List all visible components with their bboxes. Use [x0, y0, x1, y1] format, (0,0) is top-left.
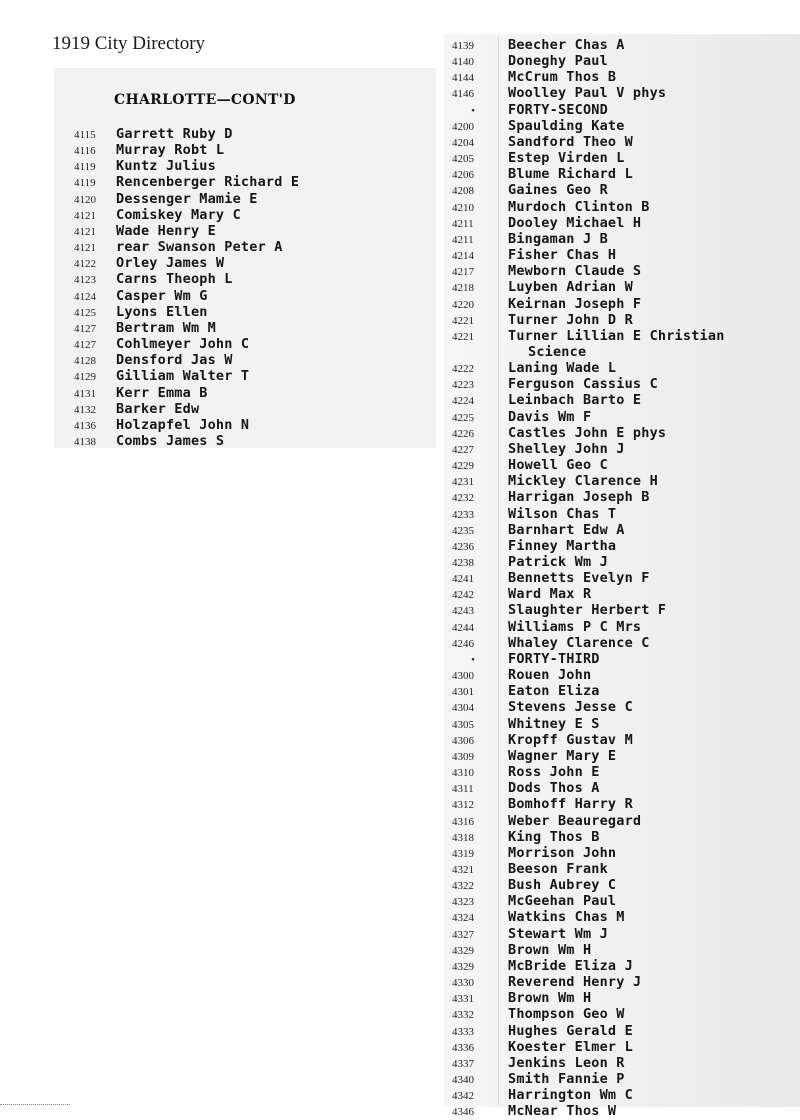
house-number: 4340: [452, 1074, 474, 1086]
directory-entry: [452, 1103, 725, 1119]
resident-name: Weber Beauregard: [508, 812, 642, 829]
directory-entry: [452, 506, 725, 522]
resident-name: Bingaman J B: [508, 230, 608, 247]
resident-name: Bush Aubrey C: [508, 877, 617, 894]
resident-name: Science: [528, 343, 587, 360]
house-number: 4124: [74, 290, 96, 303]
house-number: 4242: [452, 589, 474, 602]
directory-entry: [74, 142, 299, 158]
resident-name: McCrum Thos B: [508, 69, 617, 86]
directory-entry: [452, 85, 725, 101]
resident-name: Estep Virden L: [508, 150, 625, 167]
house-number: 4222: [452, 363, 474, 376]
resident-name: Spaulding Kate: [508, 117, 625, 134]
resident-name: Turner Lillian E Christian: [508, 327, 725, 344]
house-number: 4144: [452, 72, 474, 85]
house-number: 4244: [452, 621, 474, 634]
resident-name: Comiskey Mary C: [116, 206, 241, 223]
resident-name: Kropff Gustav M: [508, 731, 633, 748]
resident-name: Dods Thos A: [508, 780, 600, 797]
directory-entry: [452, 344, 725, 360]
house-number: 4321: [452, 863, 474, 876]
street-subheading: [452, 102, 725, 118]
house-number: 4127: [74, 339, 96, 352]
house-number: 4115: [74, 129, 96, 141]
house-number: 4127: [74, 322, 96, 335]
resident-name: Hughes Gerald E: [508, 1022, 633, 1039]
directory-entry: [452, 376, 725, 392]
resident-name: Bertram Wm M: [116, 319, 216, 336]
resident-name: Howell Geo C: [508, 457, 608, 474]
resident-name: Williams P C Mrs: [508, 618, 642, 635]
directory-entry: [452, 279, 725, 295]
resident-name: McGeehan Paul: [508, 893, 617, 910]
house-number: 4316: [452, 815, 474, 828]
house-number: 4322: [452, 880, 474, 893]
resident-name: McNear Thos W: [508, 1103, 617, 1120]
directory-entry: [74, 191, 299, 207]
directory-entry: [452, 974, 725, 990]
house-number: 4121: [74, 242, 96, 255]
house-number: 4301: [452, 686, 474, 699]
directory-entry: [452, 586, 725, 602]
directory-entry: [74, 288, 299, 304]
resident-name: Wagner Mary E: [508, 747, 617, 764]
resident-name: Murray Robt L: [116, 142, 225, 159]
house-number: 4331: [452, 993, 474, 1006]
resident-name: Murdoch Clinton B: [508, 198, 650, 215]
resident-name: Mickley Clarence H: [508, 473, 658, 490]
house-number: •: [471, 653, 475, 666]
resident-name: Carns Theoph L: [116, 271, 233, 288]
resident-name: Mewborn Claude S: [508, 263, 642, 280]
directory-entry: [452, 328, 725, 344]
directory-entry: [452, 263, 725, 279]
house-number: 4233: [452, 508, 474, 521]
house-number: 4204: [452, 136, 474, 149]
house-number: 4217: [452, 266, 474, 279]
directory-entry: [452, 247, 725, 263]
house-number: 4214: [452, 250, 474, 263]
directory-entry: [452, 231, 725, 247]
directory-entry: [452, 134, 725, 150]
directory-entry: [74, 271, 299, 287]
house-number: 4210: [452, 201, 474, 214]
directory-entry: [452, 1071, 725, 1087]
resident-name: Woolley Paul V phys: [508, 85, 667, 102]
directory-entry: [452, 990, 725, 1006]
resident-name: Sandford Theo W: [508, 133, 633, 150]
resident-name: Cohlmeyer John C: [116, 336, 250, 353]
house-number: 4319: [452, 847, 474, 860]
house-number: 4337: [452, 1057, 474, 1070]
resident-name: Watkins Chas M: [508, 909, 625, 926]
resident-name: Dooley Michael H: [508, 214, 642, 231]
resident-name: McBride Eliza J: [508, 957, 633, 974]
house-number: 4329: [452, 960, 474, 973]
resident-name: Wade Henry E: [116, 222, 216, 239]
house-number: 4236: [452, 540, 474, 553]
house-number: 4227: [452, 443, 474, 456]
directory-entry: [452, 748, 725, 764]
house-number: 4206: [452, 169, 474, 182]
resident-name: Bomhoff Harry R: [508, 796, 633, 813]
directory-entry: [74, 174, 299, 190]
house-number: •: [471, 104, 475, 117]
house-number: 4346: [452, 1106, 474, 1119]
house-number: 4333: [452, 1025, 474, 1038]
resident-name: Patrick Wm J: [508, 554, 608, 570]
resident-name: Castles John E phys: [508, 424, 667, 441]
directory-entry: [452, 409, 725, 425]
house-number: 4225: [452, 411, 474, 424]
resident-name: Densford Jas W: [116, 352, 233, 369]
directory-entry: [452, 942, 725, 958]
house-number: 4211: [452, 233, 474, 246]
directory-entry: [452, 1055, 725, 1071]
resident-name: Ward Max R: [508, 586, 592, 603]
resident-name: Morrison John: [508, 844, 617, 861]
resident-name: Holzapfel John N: [116, 416, 250, 433]
house-number: 4323: [452, 896, 474, 909]
street-name: FORTY-THIRD: [508, 650, 600, 667]
directory-entry: [452, 37, 725, 53]
resident-name: Davis Wm F: [508, 408, 592, 425]
directory-entry: [452, 150, 725, 166]
house-number: 4122: [74, 258, 96, 271]
directory-entry: [452, 796, 725, 812]
directory-entry: [452, 296, 725, 312]
directory-entry: [452, 780, 725, 796]
resident-name: Stewart Wm J: [508, 925, 608, 942]
house-number: 4208: [452, 185, 474, 198]
directory-entry: [452, 522, 725, 538]
directory-entry: [74, 255, 299, 271]
resident-name: Stevens Jesse C: [508, 699, 633, 716]
resident-name: Beecher Chas A: [508, 37, 625, 53]
house-number: 4224: [452, 395, 474, 408]
street-name: FORTY-SECOND: [508, 101, 608, 118]
house-number: 4121: [74, 225, 96, 238]
house-number: 4119: [74, 161, 96, 174]
house-number: 4327: [452, 928, 474, 941]
resident-name: Lyons Ellen: [116, 303, 208, 320]
directory-entry: [74, 158, 299, 174]
directory-entry: [452, 619, 725, 635]
resident-name: Garrett Ruby D: [116, 126, 233, 142]
directory-entry: [74, 207, 299, 223]
resident-name: Gaines Geo R: [508, 182, 608, 199]
house-number: 4136: [74, 419, 96, 432]
resident-name: Ferguson Cassius C: [508, 376, 658, 393]
directory-entry: [452, 392, 725, 408]
house-number: 4312: [452, 799, 474, 812]
house-number: 4235: [452, 524, 474, 537]
street-subheading: [452, 651, 725, 667]
directory-entry: [74, 385, 299, 401]
left-directory-list: [74, 126, 299, 449]
resident-name: Slaughter Herbert F: [508, 602, 667, 619]
directory-entry: [74, 223, 299, 239]
resident-name: Doneghy Paul: [508, 53, 608, 70]
resident-name: Fisher Chas H: [508, 247, 617, 264]
resident-name: Beeson Frank: [508, 860, 608, 877]
house-number: 4304: [452, 702, 474, 715]
resident-name: Ross John E: [508, 764, 600, 781]
directory-entry: [452, 635, 725, 651]
house-number: 4336: [452, 1041, 474, 1054]
directory-entry: [452, 813, 725, 829]
directory-entry: [452, 215, 725, 231]
house-number: 4229: [452, 460, 474, 473]
house-number: 4205: [452, 153, 474, 166]
house-number: 4121: [74, 209, 96, 222]
directory-entry: [452, 1023, 725, 1039]
house-number: 4140: [452, 56, 474, 69]
resident-name: Rouen John: [508, 667, 592, 684]
directory-entry: [74, 239, 299, 255]
directory-entry: [452, 360, 725, 376]
resident-name: Casper Wm G: [116, 287, 208, 304]
resident-name: Shelley John J: [508, 440, 625, 457]
directory-entry: [452, 312, 725, 328]
resident-name: Dessenger Mamie E: [116, 190, 258, 207]
directory-entry: [452, 489, 725, 505]
resident-name: Smith Fannie P: [508, 1071, 625, 1087]
directory-entry: [452, 829, 725, 845]
resident-name: Leinbach Barto E: [508, 392, 642, 409]
resident-name: rear Swanson Peter A: [116, 239, 283, 256]
directory-entry: [452, 958, 725, 974]
house-number: 4223: [452, 379, 474, 392]
resident-name: Laning Wade L: [508, 360, 617, 377]
directory-entry: [452, 118, 725, 134]
directory-entry: [74, 417, 299, 433]
directory-entry: [74, 368, 299, 384]
house-number: 4221: [452, 330, 474, 343]
resident-name: Harrington Wm C: [508, 1087, 633, 1104]
directory-entry: [452, 845, 725, 861]
resident-name: Whitney E S: [508, 715, 600, 732]
resident-name: Whaley Clarence C: [508, 634, 650, 651]
resident-name: Orley James W: [116, 255, 225, 272]
resident-name: Barnhart Edw A: [508, 521, 625, 538]
directory-entry: [452, 764, 725, 780]
resident-name: Jenkins Leon R: [508, 1054, 625, 1071]
directory-entry: [452, 861, 725, 877]
house-number: 4128: [74, 355, 96, 368]
house-number: 4310: [452, 767, 474, 780]
directory-entry: [74, 352, 299, 368]
directory-entry: [452, 538, 725, 554]
directory-entry: [452, 199, 725, 215]
directory-entry: [452, 667, 725, 683]
house-number: 4342: [452, 1090, 474, 1103]
page-edge-mark: [0, 1104, 70, 1106]
house-number: 4232: [452, 492, 474, 505]
directory-entry: [452, 732, 725, 748]
directory-entry: [452, 683, 725, 699]
resident-name: Thompson Geo W: [508, 1006, 625, 1023]
directory-entry: [452, 1006, 725, 1022]
directory-entry: [452, 69, 725, 85]
house-number: 4120: [74, 193, 96, 206]
directory-entry: [452, 716, 725, 732]
resident-name: Harrigan Joseph B: [508, 489, 650, 506]
house-number: 4330: [452, 977, 474, 990]
resident-name: Kuntz Julius: [116, 158, 216, 175]
directory-entry: [74, 401, 299, 417]
resident-name: Barker Edw: [116, 400, 200, 417]
directory-entry: [452, 877, 725, 893]
house-number: 4309: [452, 750, 474, 763]
directory-entry: [74, 320, 299, 336]
house-number: 4300: [452, 670, 474, 683]
resident-name: Luyben Adrian W: [508, 279, 633, 296]
resident-name: Brown Wm H: [508, 941, 592, 958]
directory-entry: [74, 433, 299, 449]
house-number: 4246: [452, 637, 474, 650]
house-number: 4129: [74, 371, 96, 384]
resident-name: Keirnan Joseph F: [508, 295, 642, 312]
directory-entry: [452, 425, 725, 441]
resident-name: Eaton Eliza: [508, 683, 600, 700]
house-number: 4318: [452, 831, 474, 844]
resident-name: Turner John D R: [508, 311, 633, 328]
directory-entry: [452, 1087, 725, 1103]
house-number: 4324: [452, 912, 474, 925]
directory-entry: [452, 570, 725, 586]
house-number: 4241: [452, 573, 474, 586]
house-number: 4138: [74, 435, 96, 448]
resident-name: Combs James S: [116, 432, 225, 449]
directory-entry: [452, 893, 725, 909]
directory-entry: [74, 304, 299, 320]
house-number: 4218: [452, 282, 474, 295]
resident-name: Gilliam Walter T: [116, 368, 250, 385]
house-number: 4146: [452, 88, 474, 101]
house-number: 4200: [452, 120, 474, 133]
house-number: 4305: [452, 718, 474, 731]
directory-entry: [452, 473, 725, 489]
house-number: 4125: [74, 306, 96, 319]
house-number: 4243: [452, 605, 474, 618]
directory-entry: [452, 602, 725, 618]
house-number: 4306: [452, 734, 474, 747]
house-number: 4231: [452, 476, 474, 489]
directory-entry: [452, 53, 725, 69]
page-title: 1919 City Directory: [52, 33, 206, 54]
directory-entry: [452, 1039, 725, 1055]
house-number: 4226: [452, 427, 474, 440]
house-number: 4132: [74, 403, 96, 416]
directory-entry: [452, 441, 725, 457]
house-number: 4139: [452, 40, 474, 52]
directory-entry: [74, 126, 299, 142]
directory-entry: [74, 336, 299, 352]
house-number: 4238: [452, 557, 474, 569]
house-number: 4131: [74, 387, 96, 400]
directory-entry: [452, 554, 725, 570]
street-heading: CHARLOTTE—CONT'D: [114, 92, 296, 108]
directory-entry: [452, 166, 725, 182]
house-number: 4220: [452, 298, 474, 311]
house-number: 4329: [452, 944, 474, 957]
directory-entry: [452, 699, 725, 715]
house-number: 4221: [452, 314, 474, 327]
directory-entry: [452, 182, 725, 198]
house-number: 4311: [452, 783, 474, 796]
house-number: 4211: [452, 217, 474, 230]
resident-name: Reverend Henry J: [508, 974, 642, 991]
house-number: 4119: [74, 177, 96, 190]
directory-entry: [452, 457, 725, 473]
resident-name: Bennetts Evelyn F: [508, 570, 650, 587]
resident-name: Wilson Chas T: [508, 505, 617, 522]
right-directory-list: [452, 37, 725, 1119]
house-number: 4116: [74, 145, 96, 158]
directory-entry: [452, 926, 725, 942]
resident-name: Koester Elmer L: [508, 1038, 633, 1055]
directory-entry: [452, 909, 725, 925]
house-number: 4123: [74, 274, 96, 287]
resident-name: Brown Wm H: [508, 990, 592, 1007]
resident-name: Blume Richard L: [508, 166, 633, 183]
house-number: 4332: [452, 1009, 474, 1022]
resident-name: Kerr Emma B: [116, 384, 208, 401]
resident-name: Rencenberger Richard E: [116, 174, 300, 191]
resident-name: Finney Martha: [508, 537, 617, 554]
resident-name: King Thos B: [508, 828, 600, 845]
